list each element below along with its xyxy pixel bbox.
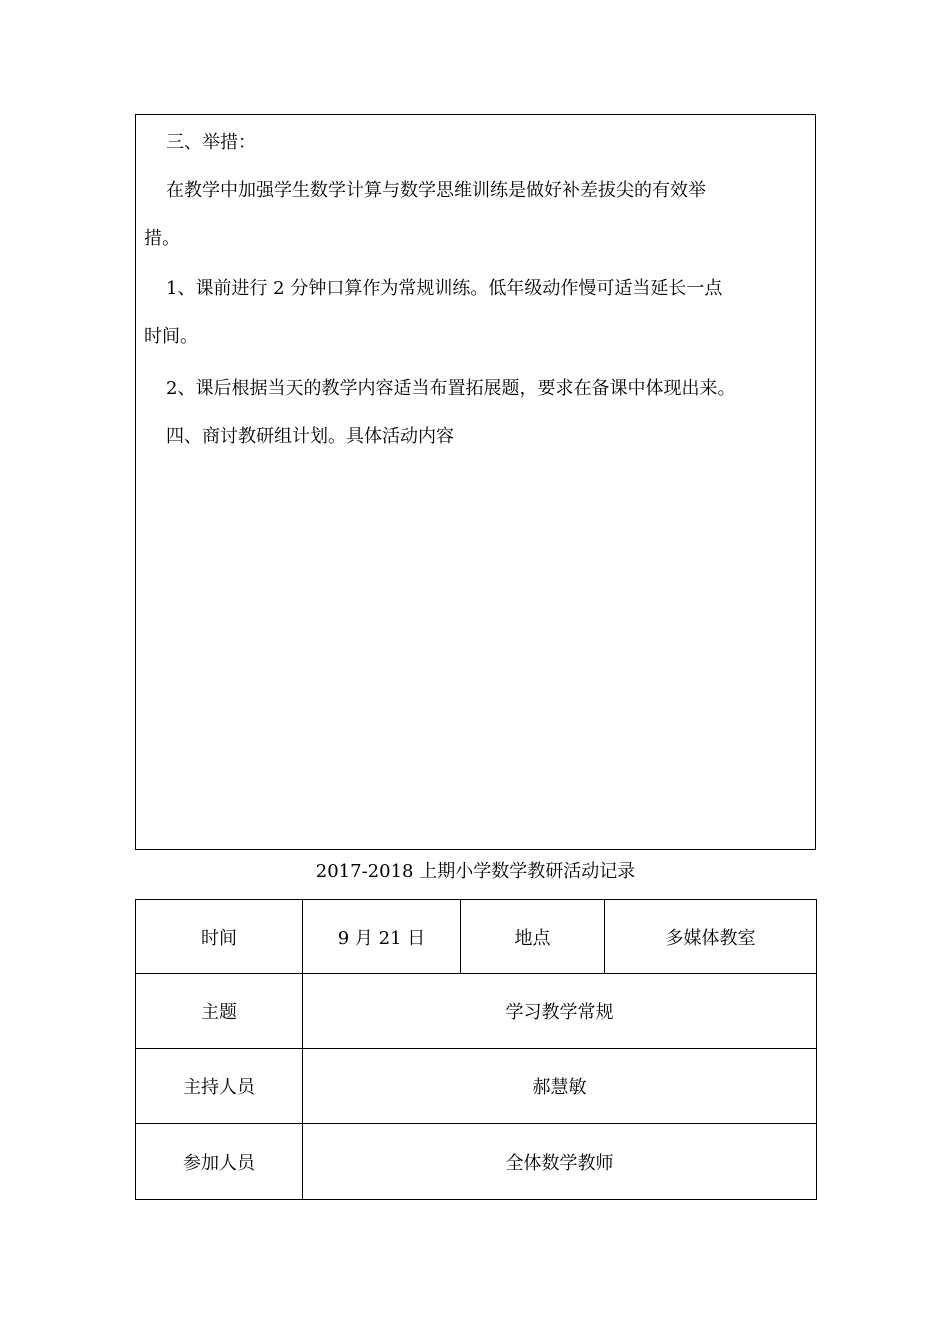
table-row [136, 900, 817, 974]
time-value: 9 月 21 日 [303, 900, 461, 974]
measures-intro-line2: 措。 [144, 228, 180, 249]
section4-text: 四、商讨教研组计划。具体活动内容 [166, 426, 454, 447]
host-label: 主持人员 [136, 1049, 303, 1124]
measures-heading: 三、举措： [166, 132, 256, 153]
topic-value: 学习教学常规 [303, 974, 817, 1049]
record-title: 2017-2018 上期小学数学教研活动记录 [315, 861, 636, 882]
participants-value: 全体数学教师 [303, 1124, 817, 1200]
activity-record-table [135, 899, 817, 1200]
participants-label: 参加人员 [136, 1124, 303, 1200]
place-value: 多媒体教室 [605, 900, 817, 974]
measures-item1-line2: 时间。 [144, 326, 198, 347]
measures-item1-line1: 1、课前进行 2 分钟口算作为常规训练。低年级动作慢可适当延长一点 [166, 278, 723, 299]
topic-label: 主题 [136, 974, 303, 1049]
measures-intro-line1: 在教学中加强学生数学计算与数学思维训练是做好补差拔尖的有效举 [166, 180, 706, 201]
host-value: 郝慧敏 [303, 1049, 817, 1124]
table-row [136, 1124, 817, 1200]
place-label: 地点 [461, 900, 605, 974]
measures-box [135, 114, 816, 850]
time-label: 时间 [136, 900, 303, 974]
table-row [136, 974, 817, 1049]
measures-item2: 2、课后根据当天的教学内容适当布置拓展题，要求在备课中体现出来。 [166, 378, 736, 399]
table-row [136, 1049, 817, 1124]
